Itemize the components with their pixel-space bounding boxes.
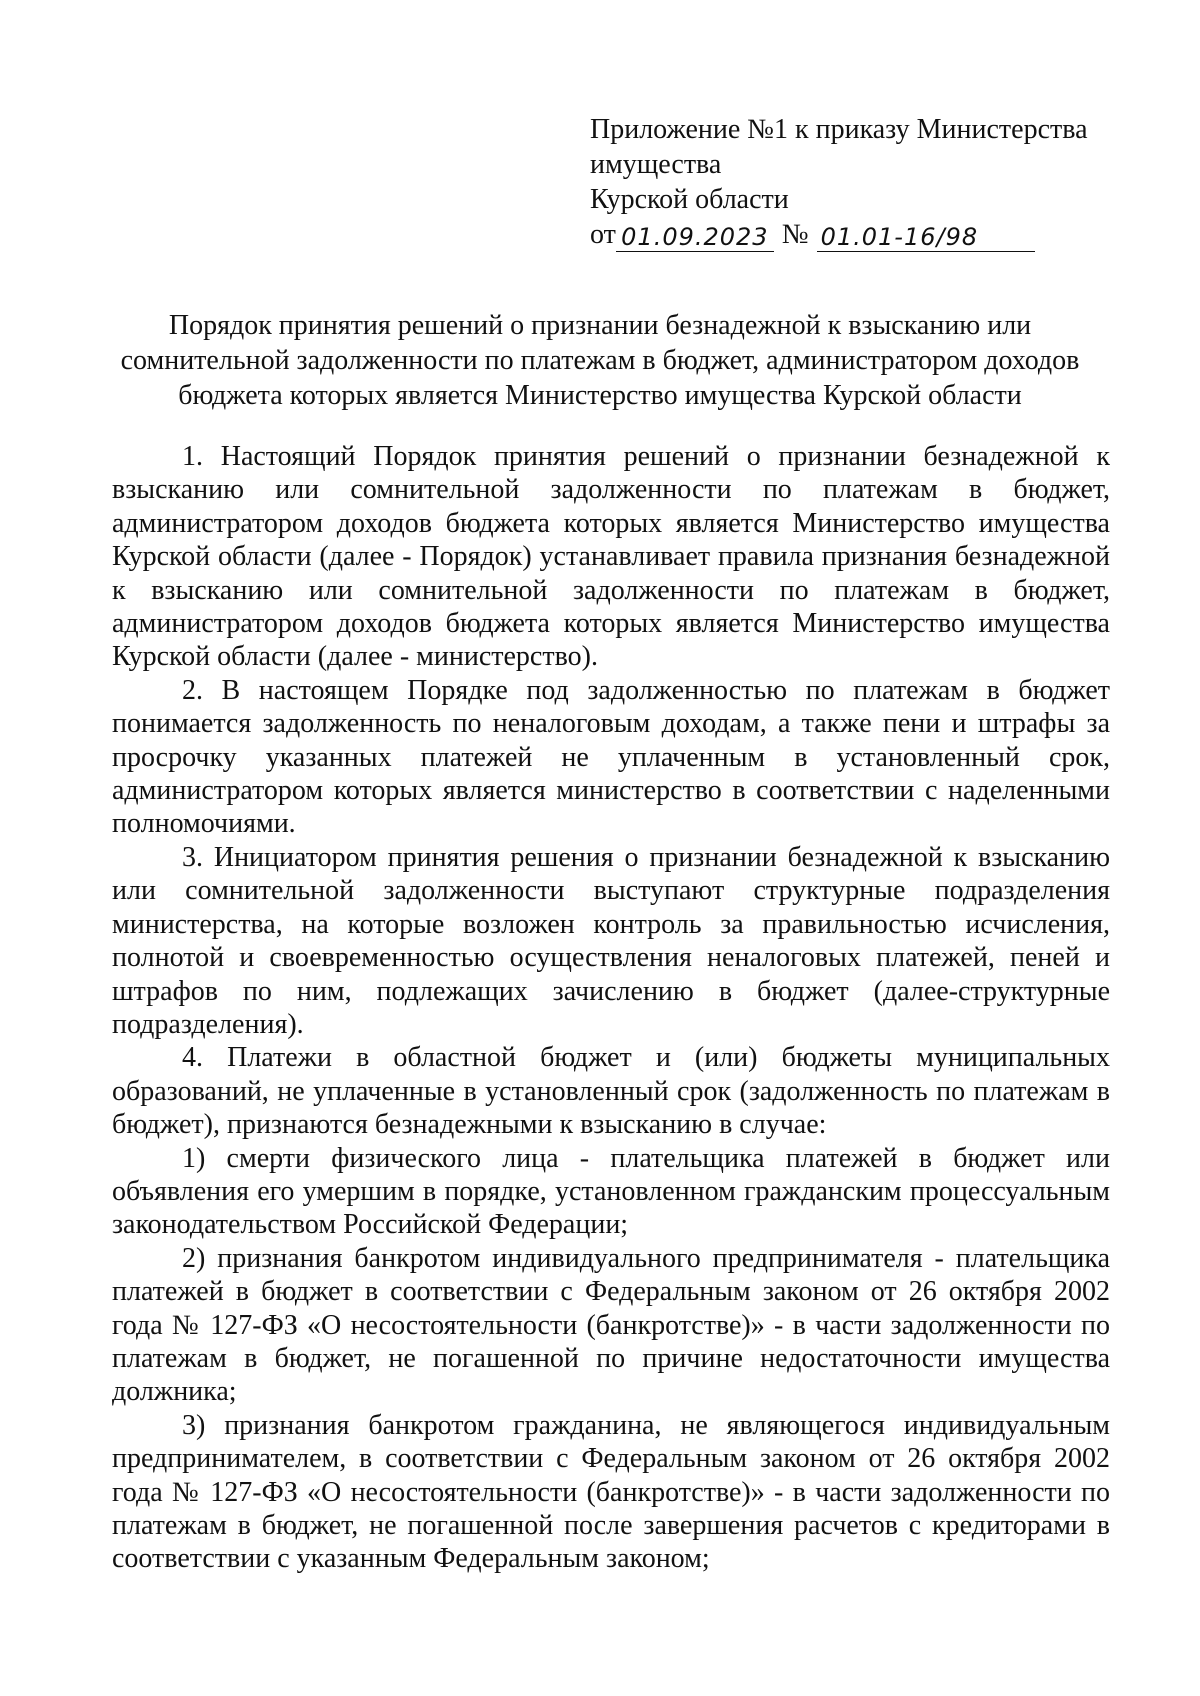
document-body xyxy=(112,440,1110,1576)
subitem-1: 1) смерти физического лица - плательщика платежей в бюджет или объявления его умершим в порядке, установленном гражданским процессуальным законодательством Российской Федерации; xyxy=(112,1142,1110,1241)
header-line-2: имущества xyxy=(590,149,722,180)
subitem-2: 2) признания банкротом индивидуального предпринимателя - плательщика платежей в бюджет в соответствии с Федеральным законом от 26 октября 2002 года № 127-ФЗ «О несостоятельности (банкротстве)» - в части задолженности по платежам в бюджет, не погашенной по причине недостаточности имущества должника; xyxy=(112,1242,1110,1408)
number-prefix: № xyxy=(781,219,809,250)
date-prefix: от xyxy=(590,219,616,250)
title-line-1: Порядок принятия решений о признании безнадежной к взысканию или xyxy=(168,310,1032,341)
handwritten-number: 01.01-16/98 xyxy=(817,223,1035,252)
paragraph-3: 3. Инициатором принятия решения о признании безнадежной к взысканию или сомнительной задолженности выступают структурные подразделения министерства, на которые возложен контроль за правильностью исчисления, полнотой и своевременностью осуществления неналоговых платежей, пеней и штрафов по ним, подлежащих зачислению в бюджет (далее-структурные подразделения). xyxy=(112,841,1110,1040)
header-line-3: Курской области xyxy=(590,184,789,215)
document-title xyxy=(100,308,1100,413)
paragraph-1: 1. Настоящий Порядок принятия решений о признании безнадежной к взысканию или сомнительной задолженности по платежам в бюджет, администратором доходов бюджета которых является Министерство имущества Курской области (далее - Порядок) устанавливает правила признания безнадежной к взысканию или сомнительной задолженности по платежам в бюджет, администратором доходов бюджета которых является Министерство имущества Курской области (далее - министерство). xyxy=(112,441,1110,673)
order-reference xyxy=(590,217,1110,252)
title-line-3: бюджета которых является Министерство имущества Курской области xyxy=(178,380,1022,411)
approval-header xyxy=(590,112,1110,252)
paragraph-4: 4. Платежи в областной бюджет и (или) бюджеты муниципальных образований, не уплаченные в установленный срок (задолженность по платежам в бюджет), признаются безнадежными к взысканию в случае: xyxy=(112,1042,1110,1141)
title-line-2: сомнительной задолженности по платежам в бюджет, администратором доходов xyxy=(120,345,1080,376)
paragraph-2: 2. В настоящем Порядке под задолженностью по платежам в бюджет понимается задолженность по неналоговым доходам, а также пени и штрафы за просрочку указанных платежей не уплаченным в установленный срок, администратором которых является министерство в соответствии с наделенными полномочиями. xyxy=(112,674,1110,840)
handwritten-date: 01.09.2023 xyxy=(616,223,774,252)
subitem-3: 3) признания банкротом гражданина, не являющегося индивидуальным предпринимателем, в соответствии с Федеральным законом от 26 октября 2002 года № 127-ФЗ «О несостоятельности (банкротстве)» - в части задолженности по платежам в бюджет, не погашенной после завершения расчетов с кредиторами в соответствии с указанным Федеральным законом; xyxy=(112,1409,1110,1575)
header-line-1: Приложение №1 к приказу Министерства xyxy=(590,114,1088,145)
